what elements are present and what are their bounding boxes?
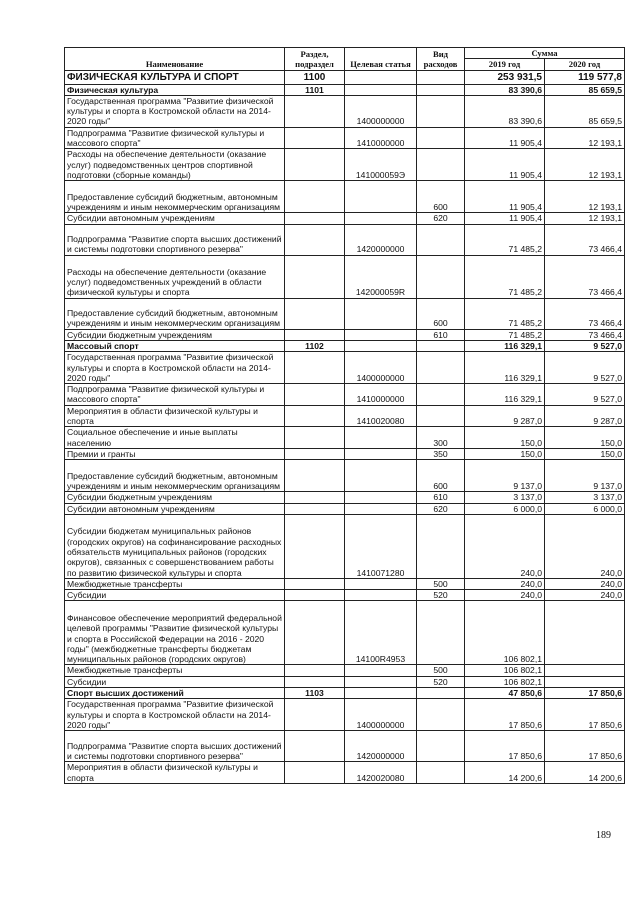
header-kind: Вид расходов	[417, 48, 465, 71]
cell-section	[285, 762, 345, 784]
cell-target	[345, 298, 417, 329]
cell-2020: 3 137,0	[545, 492, 625, 503]
cell-2019: 11 905,4	[465, 149, 545, 181]
cell-kind: 620	[417, 213, 465, 224]
cell-name: ФИЗИЧЕСКАЯ КУЛЬТУРА И СПОРТ	[65, 70, 285, 84]
table-row	[65, 676, 625, 687]
cell-kind	[417, 688, 465, 699]
cell-name: Расходы на обеспечение деятельности (оказание услуг) подведомственных учреждений в области физической культуры и спорта	[65, 255, 285, 298]
cell-2020: 150,0	[545, 427, 625, 449]
cell-name: Государственная программа "Развитие физической культуры и спорта в Костромской области на 2014-2020 годы"	[65, 95, 285, 127]
cell-2020: 12 193,1	[545, 149, 625, 181]
cell-section	[285, 255, 345, 298]
table-row	[65, 427, 625, 449]
cell-2020: 240,0	[545, 590, 625, 601]
cell-kind: 600	[417, 181, 465, 213]
table-row	[65, 665, 625, 676]
cell-name: Подпрограмма "Развитие спорта высших достижений и системы подготовки спортивного резерва"	[65, 731, 285, 762]
cell-target: 1420000000	[345, 731, 417, 762]
cell-kind	[417, 255, 465, 298]
cell-2019: 253 931,5	[465, 70, 545, 84]
cell-section	[285, 127, 345, 149]
cell-section	[285, 601, 345, 665]
cell-name: Государственная программа "Развитие физической культуры и спорта в Костромской области на 2014-2020 годы"	[65, 699, 285, 731]
cell-section	[285, 503, 345, 514]
cell-2020: 6 000,0	[545, 503, 625, 514]
cell-target: 141000059Э	[345, 149, 417, 181]
cell-name: Подпрограмма "Развитие физической культуры и массового спорта"	[65, 127, 285, 149]
cell-2019: 47 850,6	[465, 688, 545, 699]
cell-name: Предоставление субсидий бюджетным, автономным учреждениям и иным некоммерческим организациям	[65, 460, 285, 492]
cell-kind	[417, 149, 465, 181]
cell-2020	[545, 676, 625, 687]
cell-section	[285, 329, 345, 340]
cell-target: 1420000000	[345, 224, 417, 255]
cell-2020: 9 527,0	[545, 352, 625, 384]
cell-2019: 106 802,1	[465, 665, 545, 676]
cell-2019: 106 802,1	[465, 601, 545, 665]
table-body	[65, 70, 625, 783]
cell-name: Расходы на обеспечение деятельности (оказание услуг) подведомственных центров спортивной подготовки (сборные команды)	[65, 149, 285, 181]
cell-kind	[417, 762, 465, 784]
cell-section	[285, 676, 345, 687]
cell-kind	[417, 384, 465, 406]
table-row	[65, 762, 625, 784]
cell-name: Премии и гранты	[65, 448, 285, 459]
cell-target	[345, 329, 417, 340]
cell-target	[345, 84, 417, 95]
cell-2020: 73 466,4	[545, 329, 625, 340]
header-name: Наименование	[65, 48, 285, 71]
cell-target: 1400000000	[345, 95, 417, 127]
cell-2019: 71 485,2	[465, 329, 545, 340]
table-row	[65, 460, 625, 492]
table-row	[65, 514, 625, 578]
cell-target: 1410071280	[345, 514, 417, 578]
cell-2019: 240,0	[465, 514, 545, 578]
cell-name: Массовый спорт	[65, 340, 285, 351]
cell-target	[345, 340, 417, 351]
cell-kind	[417, 95, 465, 127]
table-row	[65, 448, 625, 459]
cell-2020: 73 466,4	[545, 298, 625, 329]
cell-kind	[417, 70, 465, 84]
cell-section	[285, 731, 345, 762]
table-row	[65, 590, 625, 601]
cell-name: Субсидии бюджетам муниципальных районов (городских округов) на софинансирование расходных обязательств муниципальных районов (городских округов), связанных с совершенствованием работы по развитию физической культуры и спорта	[65, 514, 285, 578]
header-2019: 2019 год	[465, 59, 545, 70]
table-row	[65, 255, 625, 298]
cell-2020: 73 466,4	[545, 224, 625, 255]
cell-2019: 11 905,4	[465, 127, 545, 149]
cell-2020: 17 850,6	[545, 699, 625, 731]
cell-2019: 9 287,0	[465, 405, 545, 427]
cell-2020: 240,0	[545, 514, 625, 578]
cell-kind	[417, 699, 465, 731]
cell-kind: 350	[417, 448, 465, 459]
cell-target	[345, 578, 417, 589]
cell-target: 1410000000	[345, 127, 417, 149]
cell-kind	[417, 84, 465, 95]
cell-section: 1102	[285, 340, 345, 351]
cell-2020: 119 577,8	[545, 70, 625, 84]
cell-2019: 106 802,1	[465, 676, 545, 687]
cell-section	[285, 405, 345, 427]
cell-2019: 17 850,6	[465, 699, 545, 731]
cell-2019: 3 137,0	[465, 492, 545, 503]
header-2020: 2020 год	[545, 59, 625, 70]
table-row	[65, 340, 625, 351]
table-row	[65, 352, 625, 384]
cell-name: Спорт высших достижений	[65, 688, 285, 699]
cell-2019: 116 329,1	[465, 384, 545, 406]
cell-section	[285, 448, 345, 459]
table-row	[65, 384, 625, 406]
table-row	[65, 127, 625, 149]
cell-kind: 600	[417, 460, 465, 492]
cell-name: Мероприятия в области физической культуры и спорта	[65, 405, 285, 427]
cell-kind	[417, 731, 465, 762]
cell-2019: 71 485,2	[465, 224, 545, 255]
cell-kind	[417, 127, 465, 149]
cell-section	[285, 213, 345, 224]
table-row	[65, 688, 625, 699]
cell-name: Мероприятия в области физической культуры и спорта	[65, 762, 285, 784]
cell-target: 14100R4953	[345, 601, 417, 665]
cell-name: Межбюджетные трансферты	[65, 578, 285, 589]
cell-2019: 116 329,1	[465, 352, 545, 384]
cell-2020: 12 193,1	[545, 127, 625, 149]
cell-section	[285, 95, 345, 127]
cell-kind	[417, 352, 465, 384]
cell-2020: 17 850,6	[545, 688, 625, 699]
cell-section	[285, 699, 345, 731]
table-row	[65, 405, 625, 427]
cell-kind: 610	[417, 329, 465, 340]
cell-target	[345, 448, 417, 459]
cell-2020: 9 287,0	[545, 405, 625, 427]
table-row	[65, 578, 625, 589]
cell-kind: 520	[417, 590, 465, 601]
cell-2020: 85 659,5	[545, 95, 625, 127]
cell-2020: 9 137,0	[545, 460, 625, 492]
cell-2019: 116 329,1	[465, 340, 545, 351]
cell-section	[285, 298, 345, 329]
header-target: Целевая статья	[345, 48, 417, 71]
cell-target: 1410020080	[345, 405, 417, 427]
cell-2020: 9 527,0	[545, 340, 625, 351]
cell-kind	[417, 224, 465, 255]
cell-section: 1100	[285, 70, 345, 84]
table-row	[65, 224, 625, 255]
table-row	[65, 95, 625, 127]
cell-2020	[545, 665, 625, 676]
table-row	[65, 329, 625, 340]
cell-2019: 17 850,6	[465, 731, 545, 762]
cell-target	[345, 181, 417, 213]
cell-2019: 150,0	[465, 427, 545, 449]
cell-kind: 620	[417, 503, 465, 514]
cell-kind: 600	[417, 298, 465, 329]
cell-name: Субсидии	[65, 676, 285, 687]
cell-target: 1420020080	[345, 762, 417, 784]
cell-target	[345, 688, 417, 699]
cell-2019: 240,0	[465, 578, 545, 589]
table-row	[65, 298, 625, 329]
cell-name: Субсидии автономным учреждениям	[65, 503, 285, 514]
cell-kind: 500	[417, 665, 465, 676]
cell-name: Подпрограмма "Развитие спорта высших достижений и системы подготовки спортивного резерва"	[65, 224, 285, 255]
cell-2020: 150,0	[545, 448, 625, 459]
cell-2020: 240,0	[545, 578, 625, 589]
table-row	[65, 70, 625, 84]
cell-name: Субсидии бюджетным учреждениям	[65, 492, 285, 503]
cell-name: Подпрограмма "Развитие физической культуры и массового спорта"	[65, 384, 285, 406]
cell-2019: 83 390,6	[465, 95, 545, 127]
cell-kind: 520	[417, 676, 465, 687]
cell-name: Субсидии бюджетным учреждениям	[65, 329, 285, 340]
table-row	[65, 181, 625, 213]
cell-name: Субсидии	[65, 590, 285, 601]
cell-2019: 11 905,4	[465, 213, 545, 224]
cell-kind	[417, 340, 465, 351]
cell-2020: 9 527,0	[545, 384, 625, 406]
cell-2020: 12 193,1	[545, 181, 625, 213]
cell-kind: 300	[417, 427, 465, 449]
cell-target	[345, 590, 417, 601]
cell-kind	[417, 405, 465, 427]
cell-target	[345, 213, 417, 224]
cell-2020: 12 193,1	[545, 213, 625, 224]
cell-kind	[417, 514, 465, 578]
table-row	[65, 84, 625, 95]
cell-kind: 500	[417, 578, 465, 589]
table-row	[65, 492, 625, 503]
cell-name: Государственная программа "Развитие физической культуры и спорта в Костромской области на 2014-2020 годы"	[65, 352, 285, 384]
cell-target: 1400000000	[345, 699, 417, 731]
budget-table	[64, 47, 625, 784]
cell-2020: 14 200,6	[545, 762, 625, 784]
cell-2019: 71 485,2	[465, 255, 545, 298]
cell-2019: 11 905,4	[465, 181, 545, 213]
cell-target	[345, 70, 417, 84]
cell-name: Предоставление субсидий бюджетным, автономным учреждениям и иным некоммерческим организациям	[65, 298, 285, 329]
cell-2020	[545, 601, 625, 665]
cell-2019: 71 485,2	[465, 298, 545, 329]
cell-section	[285, 514, 345, 578]
cell-section	[285, 384, 345, 406]
table-row	[65, 149, 625, 181]
cell-2020: 85 659,5	[545, 84, 625, 95]
cell-target	[345, 460, 417, 492]
table-row	[65, 213, 625, 224]
table-row	[65, 503, 625, 514]
cell-2019: 150,0	[465, 448, 545, 459]
cell-name: Межбюджетные трансферты	[65, 665, 285, 676]
cell-2020: 73 466,4	[545, 255, 625, 298]
cell-section	[285, 665, 345, 676]
cell-name: Субсидии автономным учреждениям	[65, 213, 285, 224]
cell-name: Физическая культура	[65, 84, 285, 95]
header-sum: Сумма	[465, 48, 625, 59]
cell-target	[345, 427, 417, 449]
cell-target	[345, 665, 417, 676]
cell-section	[285, 492, 345, 503]
cell-2019: 6 000,0	[465, 503, 545, 514]
table-row	[65, 601, 625, 665]
table-row	[65, 699, 625, 731]
cell-name: Предоставление субсидий бюджетным, автономным учреждениям и иным некоммерческим организациям	[65, 181, 285, 213]
cell-target: 1410000000	[345, 384, 417, 406]
cell-target	[345, 492, 417, 503]
cell-section: 1103	[285, 688, 345, 699]
cell-section	[285, 427, 345, 449]
cell-name: Социальное обеспечение и иные выплаты населению	[65, 427, 285, 449]
cell-target	[345, 676, 417, 687]
cell-section	[285, 181, 345, 213]
cell-2019: 14 200,6	[465, 762, 545, 784]
cell-name: Финансовое обеспечение мероприятий федеральной целевой программы "Развитие физической культуры и спорта в Российской Федерации на 2016 - 2020 годы" (межбюджетные трансферты бюджетам муниципальных районов (городских округов)	[65, 601, 285, 665]
cell-section	[285, 352, 345, 384]
cell-target: 1400000000	[345, 352, 417, 384]
cell-section	[285, 224, 345, 255]
cell-2019: 9 137,0	[465, 460, 545, 492]
cell-section	[285, 590, 345, 601]
cell-kind	[417, 601, 465, 665]
cell-section	[285, 149, 345, 181]
cell-section	[285, 578, 345, 589]
cell-2019: 240,0	[465, 590, 545, 601]
cell-target: 142000059R	[345, 255, 417, 298]
cell-section	[285, 460, 345, 492]
header-section: Раздел, подраздел	[285, 48, 345, 71]
cell-2019: 83 390,6	[465, 84, 545, 95]
cell-2020: 17 850,6	[545, 731, 625, 762]
cell-target	[345, 503, 417, 514]
table-row	[65, 731, 625, 762]
cell-kind: 610	[417, 492, 465, 503]
page-number: 189	[596, 830, 611, 841]
cell-section: 1101	[285, 84, 345, 95]
